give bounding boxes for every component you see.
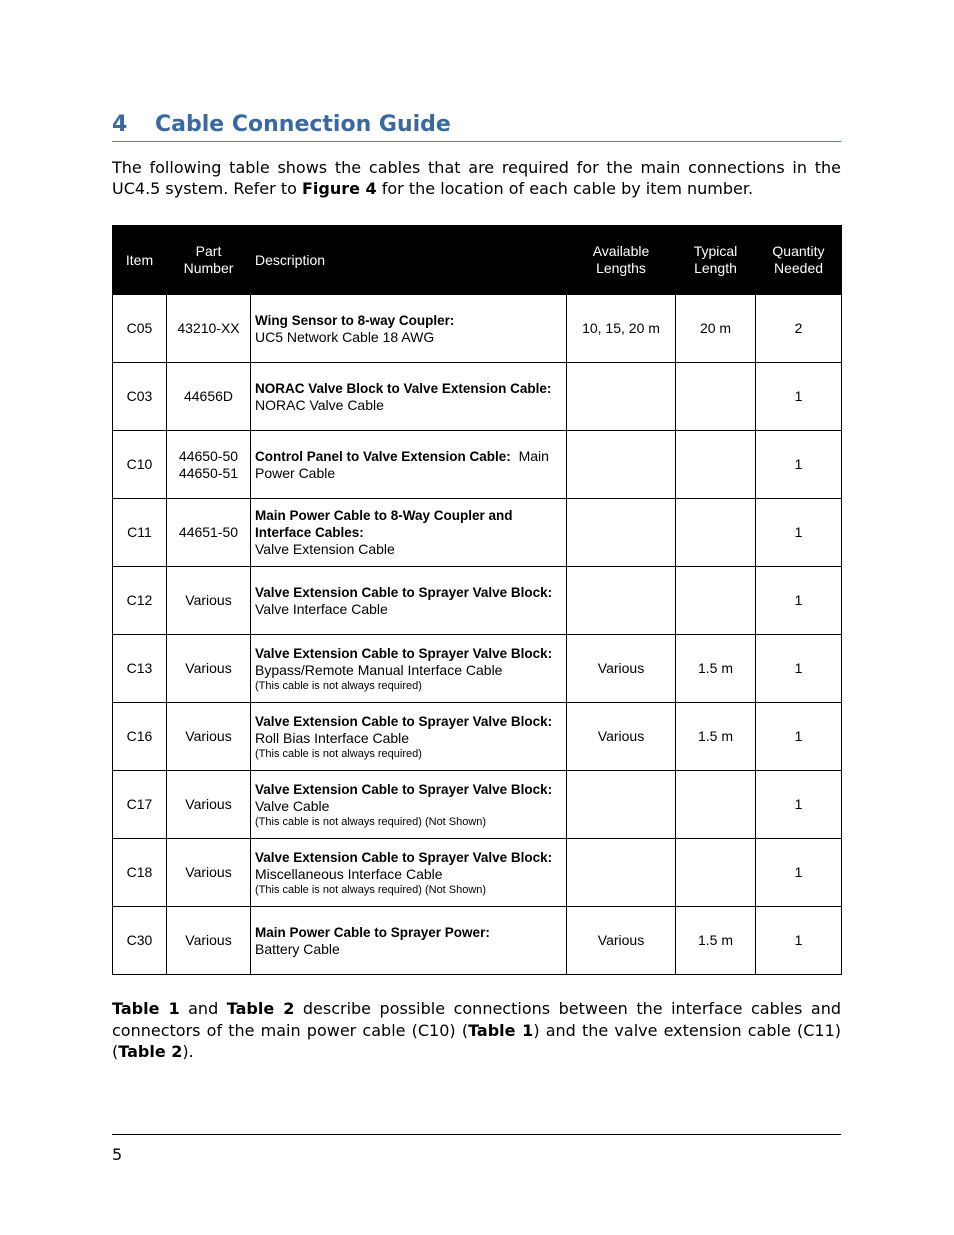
cell-item: C17 xyxy=(113,771,167,839)
table-row xyxy=(113,499,842,567)
cell-part-number: Various xyxy=(167,839,251,907)
table1-ref: Table 1 xyxy=(112,999,180,1018)
cell-typical-length: 20 m xyxy=(676,295,756,363)
cell-available-lengths: 10, 15, 20 m xyxy=(567,295,676,363)
cable-table xyxy=(112,225,842,975)
table-row xyxy=(113,771,842,839)
cell-quantity: 1 xyxy=(756,363,842,431)
description-text: Valve Extension Cable xyxy=(255,541,395,557)
cell-typical-length: 1.5 m xyxy=(676,703,756,771)
table-header-row xyxy=(113,226,842,295)
description-title: Valve Extension Cable to Sprayer Valve Block: xyxy=(255,781,553,797)
cell-part-number: Various xyxy=(167,771,251,839)
cell-available-lengths xyxy=(567,771,676,839)
cell-quantity: 1 xyxy=(756,431,842,499)
description-note: (This cable is not always required) (Not Shown) xyxy=(255,883,487,896)
table-row xyxy=(113,635,842,703)
cell-description xyxy=(251,907,567,975)
cell-description xyxy=(251,839,567,907)
description-text: Miscellaneous Interface Cable xyxy=(255,865,443,882)
cell-available-lengths xyxy=(567,363,676,431)
cell-description xyxy=(251,635,567,703)
header-quantity-needed: Quantity Needed xyxy=(756,226,842,295)
cell-typical-length xyxy=(676,839,756,907)
cell-available-lengths xyxy=(567,567,676,635)
table-row xyxy=(113,295,842,363)
description-note: (This cable is not always required) xyxy=(255,747,422,760)
cell-part-number: 44651-50 xyxy=(167,499,251,567)
cell-available-lengths xyxy=(567,839,676,907)
page-number: 5 xyxy=(112,1145,123,1164)
cell-item: C03 xyxy=(113,363,167,431)
cell-part-number: 43210-XX xyxy=(167,295,251,363)
description-text: Valve Cable xyxy=(255,797,330,814)
description-title: Main Power Cable to 8-Way Coupler and Interface Cables: xyxy=(255,508,513,540)
cell-description xyxy=(251,499,567,567)
table-row xyxy=(113,703,842,771)
header-item: Item xyxy=(113,226,167,295)
cell-quantity: 1 xyxy=(756,635,842,703)
table1-ref-2: Table 1 xyxy=(468,1020,534,1040)
header-available-lengths: Available Lengths xyxy=(567,226,676,295)
table2-ref: Table 2 xyxy=(226,999,295,1018)
cell-description xyxy=(251,295,567,363)
cell-description xyxy=(251,703,567,771)
cell-item: C11 xyxy=(113,499,167,567)
table-row xyxy=(113,907,842,975)
description-text: Valve Interface Cable xyxy=(255,600,388,617)
closing-paragraph xyxy=(112,998,841,1063)
cell-description xyxy=(251,431,567,499)
description-text: Bypass/Remote Manual Interface Cable xyxy=(255,661,503,678)
cell-typical-length: 1.5 m xyxy=(676,907,756,975)
text-and: and xyxy=(179,999,227,1018)
header-part-number: Part Number xyxy=(167,226,251,295)
cell-part-number: Various xyxy=(167,567,251,635)
description-title: NORAC Valve Block to Valve Extension Cable: xyxy=(255,380,552,396)
cell-item: C16 xyxy=(113,703,167,771)
cell-typical-length xyxy=(676,499,756,567)
description-title: Valve Extension Cable to Sprayer Valve Block: xyxy=(255,713,553,729)
cell-quantity: 1 xyxy=(756,567,842,635)
intro-text-end: for the location of each cable by item number. xyxy=(376,179,754,198)
cell-typical-length xyxy=(676,567,756,635)
description-text: Main Power Cable xyxy=(255,447,549,481)
cell-available-lengths: Various xyxy=(567,703,676,771)
description-title: Valve Extension Cable to Sprayer Valve Block: xyxy=(255,645,553,661)
cell-part-number: 44650-50 44650-51 xyxy=(167,431,251,499)
closing-text-2: ) and the valve extension cable (C11) ( xyxy=(112,1020,842,1061)
description-text: UC5 Network Cable 18 AWG xyxy=(255,328,435,345)
cell-typical-length xyxy=(676,431,756,499)
cell-description xyxy=(251,567,567,635)
cell-quantity: 1 xyxy=(756,839,842,907)
description-title: Valve Extension Cable to Sprayer Valve Block: xyxy=(255,849,553,865)
description-text: Battery Cable xyxy=(255,940,340,957)
closing-text: describe possible connections between the interface cables and connectors of the main power cable (C10) ( xyxy=(112,999,842,1040)
section-heading xyxy=(112,110,841,142)
cell-part-number: Various xyxy=(167,635,251,703)
table-row xyxy=(113,839,842,907)
description-title: Main Power Cable to Sprayer Power: xyxy=(255,924,490,940)
cell-typical-length: 1.5 m xyxy=(676,635,756,703)
cell-quantity: 1 xyxy=(756,907,842,975)
description-title: Valve Extension Cable to Sprayer Valve Block: xyxy=(255,584,553,600)
cell-available-lengths: Various xyxy=(567,907,676,975)
cell-available-lengths: Various xyxy=(567,635,676,703)
cell-part-number: Various xyxy=(167,907,251,975)
description-title: Wing Sensor to 8-way Coupler: xyxy=(255,312,455,328)
cell-typical-length xyxy=(676,363,756,431)
section-number: 4 xyxy=(112,112,128,137)
cell-item: C12 xyxy=(113,567,167,635)
cell-item: C18 xyxy=(113,839,167,907)
figure-reference: Figure 4 xyxy=(301,179,377,198)
cell-part-number: 44656D xyxy=(167,363,251,431)
table2-ref-2: Table 2 xyxy=(118,1042,183,1061)
cell-part-number: Various xyxy=(167,703,251,771)
table-row xyxy=(113,431,842,499)
cell-item: C30 xyxy=(113,907,167,975)
intro-paragraph xyxy=(112,157,841,199)
cell-available-lengths xyxy=(567,431,676,499)
description-note: (This cable is not always required) (Not Shown) xyxy=(255,815,487,828)
table-body xyxy=(113,295,842,975)
section-title: Cable Connection Guide xyxy=(155,112,451,137)
cell-quantity: 1 xyxy=(756,771,842,839)
header-description: Description xyxy=(251,226,567,295)
footer-divider xyxy=(112,1134,841,1135)
table-row xyxy=(113,363,842,431)
cell-typical-length xyxy=(676,771,756,839)
description-note: (This cable is not always required) xyxy=(255,679,422,692)
description-text: NORAC Valve Cable xyxy=(255,396,384,413)
cell-quantity: 1 xyxy=(756,703,842,771)
table-row xyxy=(113,567,842,635)
cell-description xyxy=(251,363,567,431)
cell-description xyxy=(251,771,567,839)
cell-quantity: 1 xyxy=(756,499,842,567)
cell-quantity: 2 xyxy=(756,295,842,363)
intro-text: The following table shows the cables that are required for the main connections in the UC4.5 system. Refer to xyxy=(112,158,841,198)
description-title: Control Panel to Valve Extension Cable: xyxy=(255,448,511,464)
cell-item: C05 xyxy=(113,295,167,363)
cell-available-lengths xyxy=(567,499,676,567)
description-text: Roll Bias Interface Cable xyxy=(255,729,410,746)
header-typical-length: Typical Length xyxy=(676,226,756,295)
cell-item: C10 xyxy=(113,431,167,499)
cell-item: C13 xyxy=(113,635,167,703)
closing-text-end: ). xyxy=(182,1042,194,1061)
